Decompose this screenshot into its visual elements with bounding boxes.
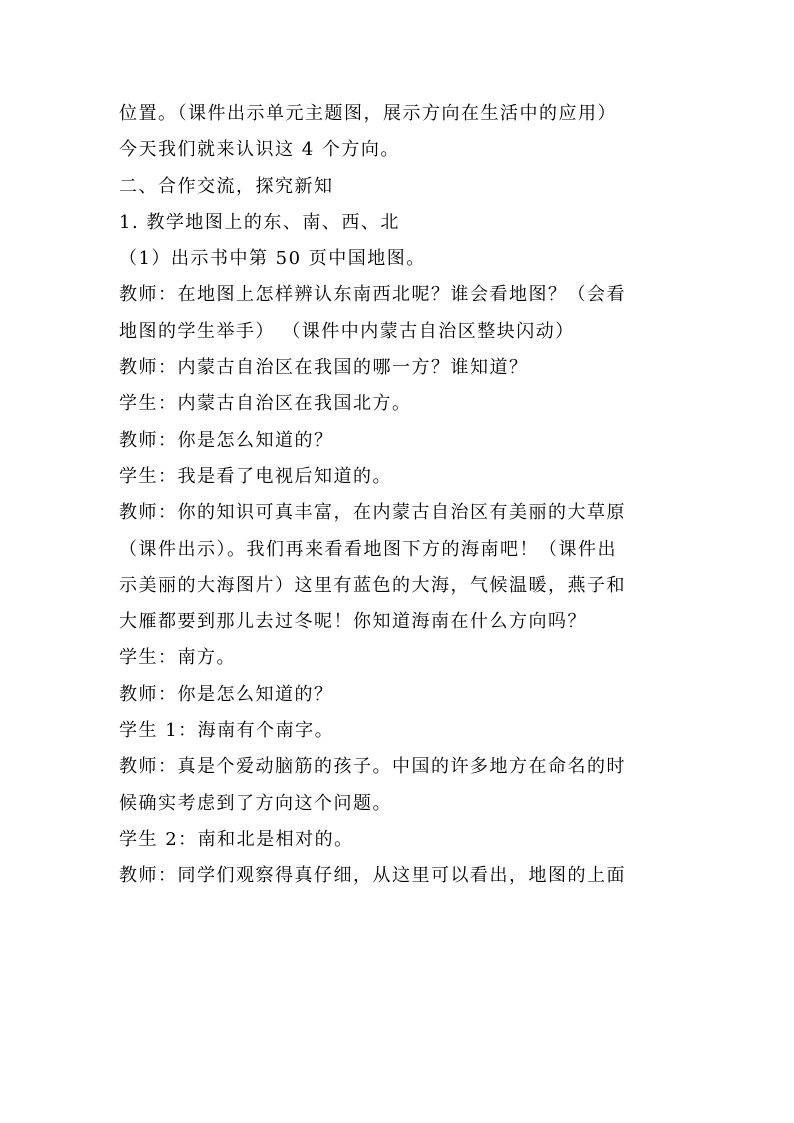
document-body bbox=[119, 96, 694, 895]
text-line: 示美丽的大海图片）这里有蓝色的大海，气候温暖，燕子和 bbox=[119, 574, 626, 596]
section-heading: 二、合作交流，探究新知 bbox=[119, 175, 334, 197]
text-line: 学生：内蒙古自治区在我国北方。 bbox=[119, 393, 412, 415]
text-line: 教师：你的知识可真丰富，在内蒙古自治区有美丽的大草原 bbox=[119, 502, 626, 524]
text-line: 大雁都要到那儿去过冬呢！你知道海南在什么方向吗？ bbox=[119, 611, 587, 633]
text-line: 候确实考虑到了方向这个问题。 bbox=[119, 792, 392, 814]
subsection-heading: 1. 教学地图上的东、南、西、北 bbox=[119, 211, 400, 233]
text-line: 教师：内蒙古自治区在我国的哪一方？谁知道？ bbox=[119, 357, 529, 379]
text-line: 学生：我是看了电视后知道的。 bbox=[119, 465, 392, 487]
text-line: 位置。（课件出示单元主题图，展示方向在生活中的应用） bbox=[119, 103, 617, 124]
text-line: 教师：你是怎么知道的？ bbox=[119, 683, 334, 705]
text-line: （1）出示书中第 50 页中国地图。 bbox=[119, 248, 426, 270]
text-line: 教师：在地图上怎样辨认东南西北呢？谁会看地图？（会看 bbox=[119, 284, 626, 306]
text-line: 教师：同学们观察得真仔细，从这里可以看出，地图的上面 bbox=[119, 865, 626, 887]
text-line: 教师：你是怎么知道的？ bbox=[119, 429, 334, 451]
text-line: 教师：真是个爱动脑筋的孩子。中国的许多地方在命名的时 bbox=[119, 756, 626, 778]
text-line: 今天我们就来认识这 4 个方向。 bbox=[119, 139, 400, 161]
text-line: （课件出示）。我们再来看看地图下方的海南吧！（课件出 bbox=[119, 538, 617, 560]
text-line: 地图的学生举手） （课件中内蒙古自治区整块闪动） bbox=[119, 320, 575, 342]
text-line: 学生：南方。 bbox=[119, 647, 236, 669]
text-line: 学生 2：南和北是相对的。 bbox=[119, 828, 354, 850]
text-line: 学生 1：海南有个南字。 bbox=[119, 720, 335, 742]
